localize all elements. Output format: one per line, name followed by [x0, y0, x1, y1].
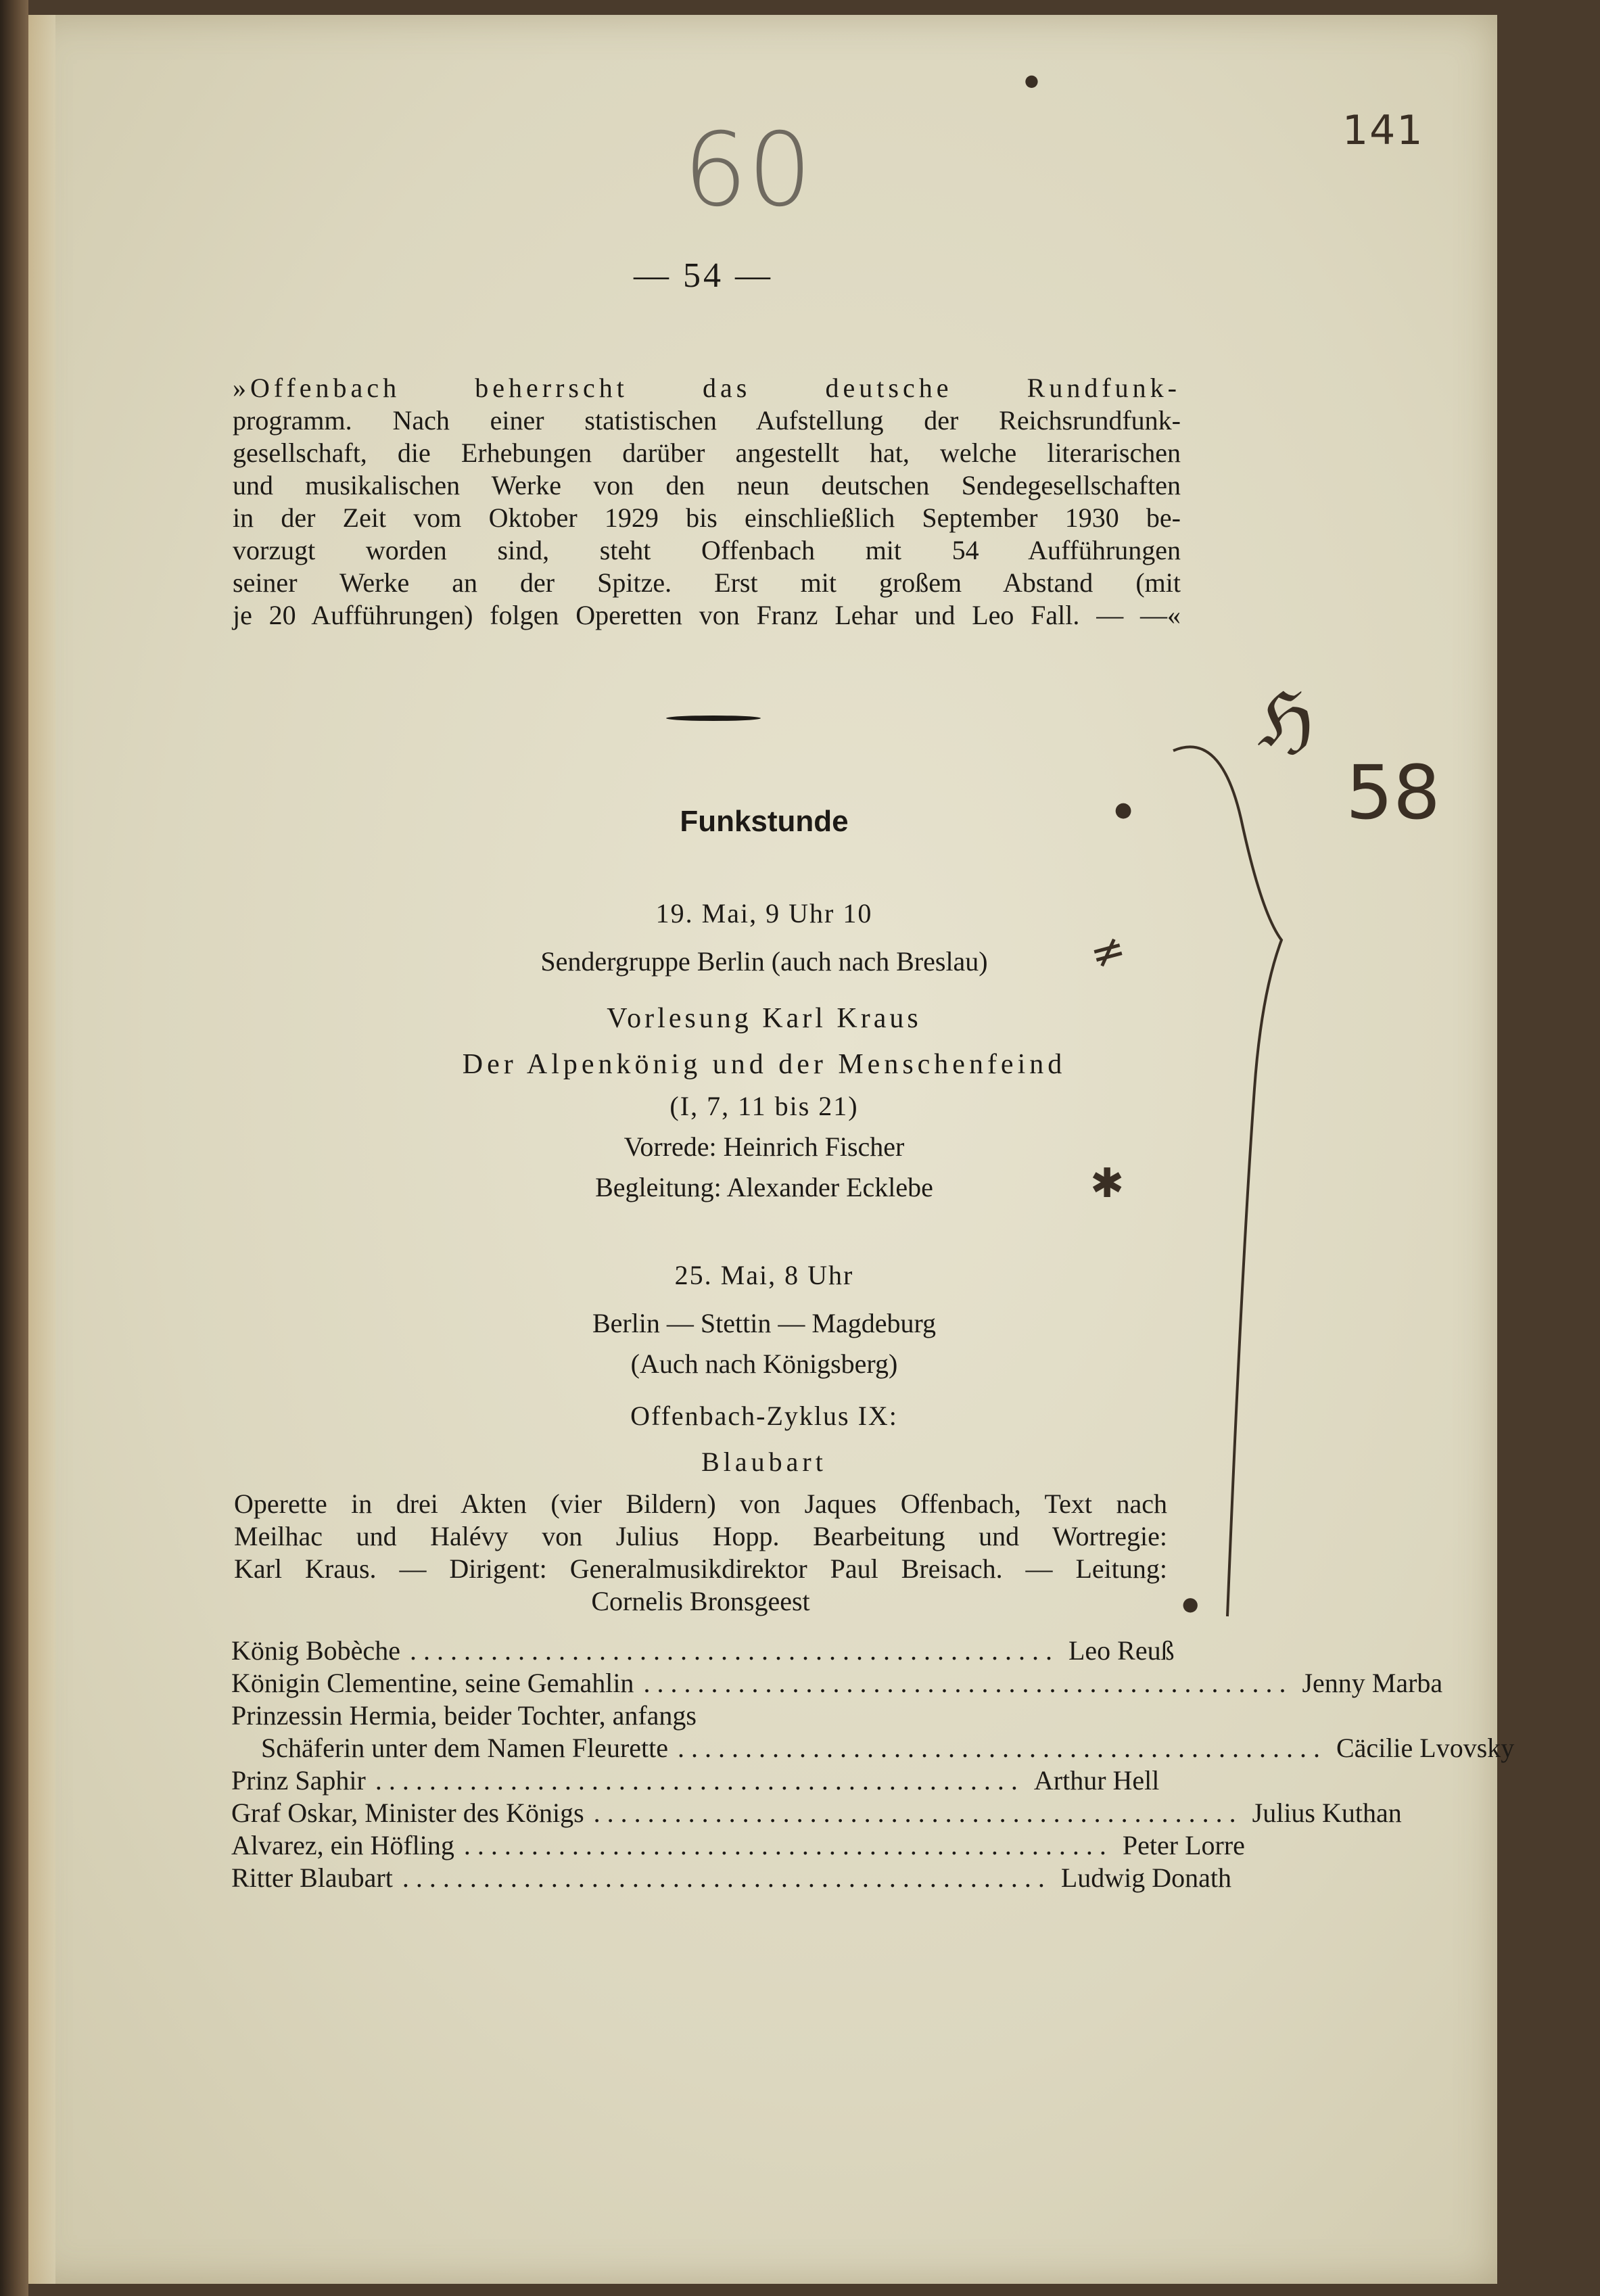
pencil-bracket: [1167, 737, 1302, 1616]
cast-role: Schäferin unter dem Namen Fleurette: [261, 1733, 668, 1763]
broadcast-accompaniment: Begleitung: Alexander Ecklebe: [595, 1172, 933, 1202]
ink-dot: ●: [1025, 71, 1039, 90]
cast-row: [231, 1797, 1402, 1829]
operetta-description: [234, 1488, 1167, 1618]
cast-row: [231, 1764, 1192, 1797]
quote-line: seiner Werke an der Spitze. Erst mit großem Abstand (mit: [233, 567, 1181, 598]
cast-role: Alvarez, ein Höfling: [231, 1830, 454, 1860]
cast-list: [231, 1635, 1515, 1894]
cast-row: [231, 1700, 1192, 1732]
cast-row: [231, 1732, 1515, 1764]
dot-leader: ................................................: [463, 1830, 1113, 1860]
dot-leader: ................................................: [409, 1635, 1059, 1666]
cast-row: [231, 1667, 1443, 1700]
dot-leader: ................................................: [643, 1668, 1293, 1698]
broadcast-stations: Berlin — Stettin — Magdeburg: [592, 1308, 937, 1338]
broadcast-event: Vorlesung Karl Kraus: [607, 1003, 922, 1034]
page-edge: [28, 15, 55, 2284]
broadcast-station: Sendergruppe Berlin (auch nach Breslau): [540, 946, 988, 977]
section-title: Funkstunde: [680, 805, 849, 838]
cast-actor: Leo Reuß: [1068, 1635, 1175, 1666]
book-binding: [0, 0, 28, 2296]
cast-row: [231, 1829, 1245, 1862]
cast-role: Ritter Blaubart: [231, 1862, 393, 1893]
cast-role: Prinzessin Hermia, beider Tochter, anfangs: [231, 1700, 697, 1731]
pencil-annotation: 60: [683, 112, 812, 229]
description-line: Operette in drei Akten (vier Bildern) von Jaques Offenbach, Text nach: [234, 1489, 1167, 1519]
cast-actor: Arthur Hell: [1033, 1765, 1160, 1796]
broadcast-title: Blaubart: [701, 1447, 827, 1477]
handwritten-mark: 58: [1346, 749, 1440, 836]
description-line: Cornelis Bronsgeest: [591, 1586, 810, 1616]
quote-line: in der Zeit vom Oktober 1929 bis einschließlich September 1930 be-: [233, 502, 1181, 533]
quote-line: je 20 Aufführungen) folgen Operetten von Franz Lehar und Leo Fall. — —«: [233, 600, 1181, 630]
quote-line: und musikalischen Werke von den neun deutschen Sendegesellschaften: [233, 470, 1181, 500]
broadcast-cycle: Offenbach-Zyklus IX:: [630, 1401, 898, 1431]
description-line: Karl Kraus. — Dirigent: Generalmusikdirektor Paul Breisach. — Leitung:: [234, 1553, 1167, 1584]
broadcast-also: (Auch nach Königsberg): [630, 1349, 898, 1379]
dot-leader: ................................................: [678, 1733, 1327, 1763]
broadcast-date: 25. Mai, 8 Uhr: [674, 1260, 854, 1290]
quote-line: programm. Nach einer statistischen Aufstellung der Reichsrundfunk-: [233, 405, 1181, 436]
cast-role: Königin Clementine, seine Gemahlin: [231, 1668, 634, 1698]
broadcast-preface: Vorrede: Heinrich Fischer: [623, 1131, 905, 1162]
cast-actor: Cäcilie Lvovsky: [1336, 1733, 1515, 1763]
page-number: — 54 —: [634, 256, 773, 295]
handwritten-mark: ✱: [1090, 1160, 1125, 1207]
quote-paragraph: [233, 372, 1181, 632]
cast-role: Graf Oskar, Minister des Königs: [231, 1798, 584, 1828]
description-line: Meilhac und Halévy von Julius Hopp. Bearbeitung und Wortregie:: [234, 1521, 1167, 1551]
cast-role: Prinz Saphir: [231, 1765, 366, 1796]
broadcast-scenes: (I, 7, 11 bis 21): [669, 1091, 859, 1121]
quote-line: gesellschaft, die Erhebungen darüber angestellt hat, welche literarischen: [233, 438, 1181, 468]
quote-line: »Offenbach beherrscht das deutsche Rundfunk-: [233, 373, 1181, 403]
dot-leader: ................................................: [402, 1862, 1052, 1893]
ink-dot: ●: [1114, 798, 1133, 822]
quote-line: vorzugt worden sind, steht Offenbach mit 54 Aufführungen: [233, 535, 1181, 565]
cast-actor: Peter Lorre: [1122, 1830, 1245, 1860]
cast-role: König Bobèche: [231, 1635, 400, 1666]
folio-number: 141: [1342, 107, 1424, 154]
broadcast-date: 19. Mai, 9 Uhr 10: [655, 898, 873, 929]
broadcast-work: Der Alpenkönig und der Menschenfeind: [462, 1049, 1066, 1080]
cast-actor: Julius Kuthan: [1252, 1798, 1402, 1828]
section-divider: [666, 716, 761, 721]
handwritten-mark: ≠: [1084, 922, 1131, 980]
dot-leader: ................................................: [375, 1765, 1025, 1796]
ink-dot: ●: [1182, 1593, 1199, 1615]
dot-leader: ................................................: [593, 1798, 1243, 1828]
cast-actor: Jenny Marba: [1302, 1668, 1443, 1698]
cast-row: [231, 1635, 1192, 1667]
handwritten-mark: ℌ: [1258, 676, 1314, 763]
cast-actor: Ludwig Donath: [1060, 1862, 1232, 1893]
cast-row: [231, 1862, 1232, 1894]
